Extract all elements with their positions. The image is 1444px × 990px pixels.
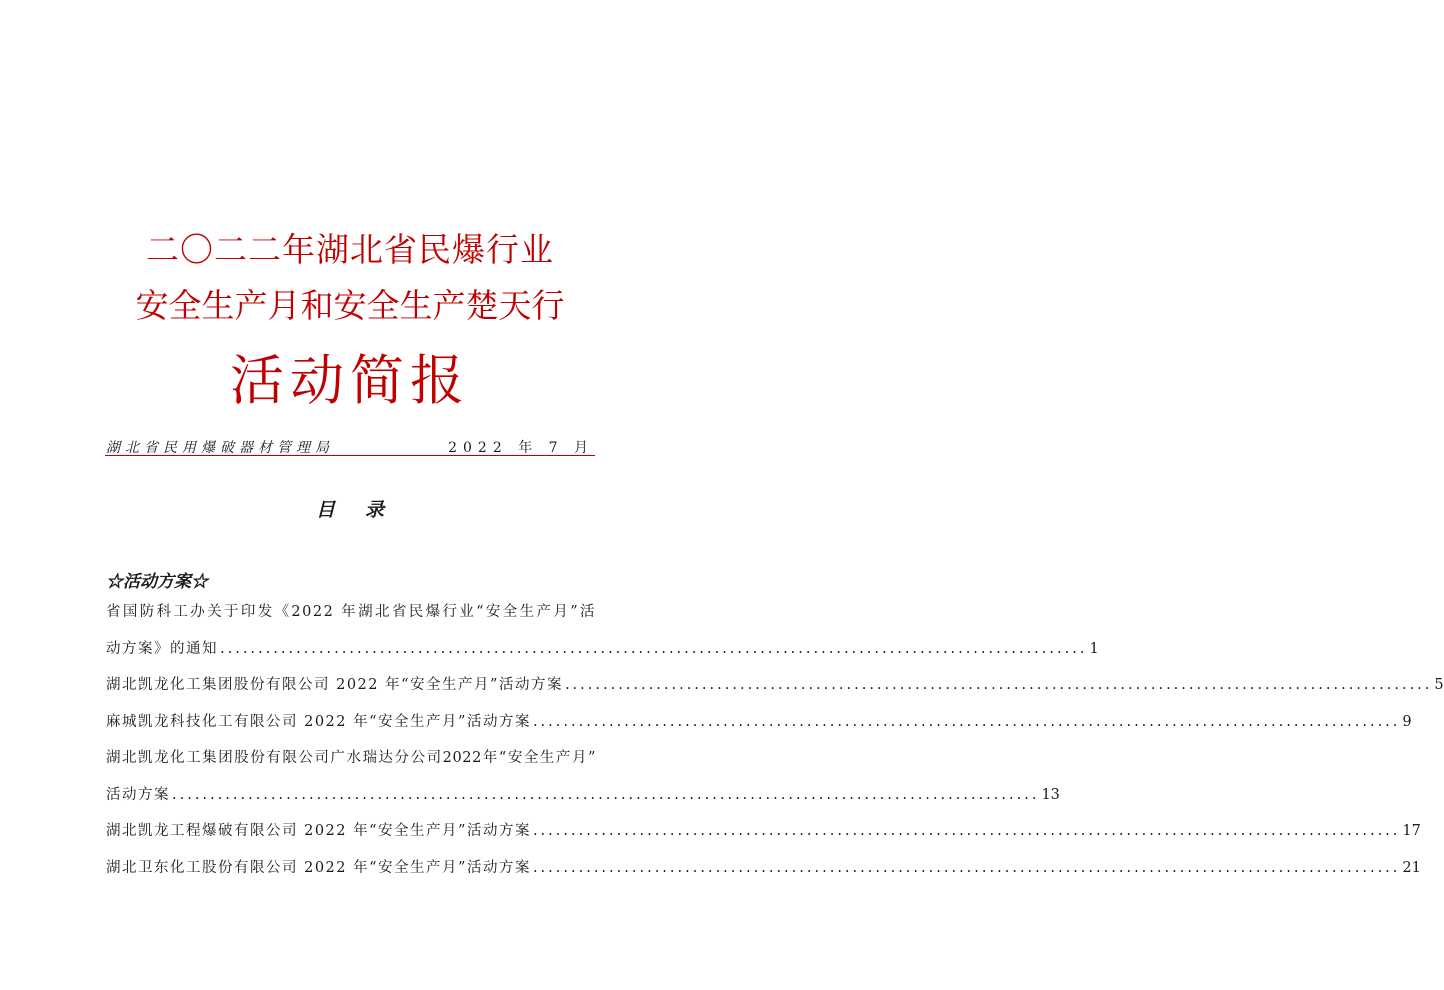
toc-entry-text: 省国防科工办关于印发《2022 年湖北省民爆行业“安全生产月”活 xyxy=(106,604,596,620)
toc-page-number: 17 xyxy=(1402,823,1421,839)
toc-entry-text: 湖北凯龙化工集团股份有限公司 2022 年“安全生产月”活动方案 xyxy=(106,677,563,693)
toc-entry-text: 湖北凯龙工程爆破有限公司 2022 年“安全生产月”活动方案 xyxy=(106,823,531,839)
issuer: 湖北省民用爆破器材管理局 xyxy=(106,440,334,456)
title-line-1: 二〇二二年湖北省民爆行业 xyxy=(146,230,554,269)
toc-leader: .................................................................................................................. xyxy=(532,823,1401,839)
toc-entry[interactable] xyxy=(106,746,596,783)
header-divider xyxy=(105,455,595,456)
toc-entry-text: 湖北凯龙化工集团股份有限公司广水瑞达分公司2022年“安全生产月” xyxy=(106,750,596,766)
toc-page-number: 9 xyxy=(1402,713,1412,730)
toc-entry[interactable] xyxy=(106,819,1421,856)
toc-entry[interactable] xyxy=(106,637,1099,674)
toc-page-number: 5 xyxy=(1434,677,1444,693)
toc-entry-text: 活动方案 xyxy=(106,786,170,803)
toc-entry[interactable] xyxy=(106,710,1412,747)
title-line-2: 安全生产月和安全生产楚天行 xyxy=(135,286,565,325)
toc-entry[interactable] xyxy=(106,673,1444,710)
title-line-3: 活动简报 xyxy=(230,349,470,412)
toc-list xyxy=(106,600,1444,892)
section-heading: ☆活动方案☆ xyxy=(106,572,208,592)
toc-entry[interactable] xyxy=(106,783,1060,820)
toc-leader: .................................................................................................................. xyxy=(220,640,1088,657)
toc-heading: 目录 xyxy=(315,499,414,521)
toc-page-number: 1 xyxy=(1089,640,1099,657)
toc-leader: .................................................................................................................. xyxy=(532,859,1401,876)
toc-entry[interactable] xyxy=(106,600,596,637)
toc-entry[interactable] xyxy=(106,856,1421,893)
toc-entry-text: 湖北卫东化工股份有限公司 2022 年“安全生产月”活动方案 xyxy=(106,859,531,876)
toc-leader: .................................................................................................................. xyxy=(564,677,1433,693)
issue-date: 2022 年 7 月 xyxy=(448,440,594,456)
toc-page-number: 21 xyxy=(1402,859,1421,876)
toc-page-number: 13 xyxy=(1041,786,1060,803)
toc-leader: .................................................................................................................. xyxy=(532,713,1401,730)
toc-leader: .................................................................................................................. xyxy=(172,786,1040,803)
toc-entry-text: 麻城凯龙科技化工有限公司 2022 年“安全生产月”活动方案 xyxy=(106,713,531,730)
toc-entry-text: 动方案》的通知 xyxy=(106,640,218,657)
